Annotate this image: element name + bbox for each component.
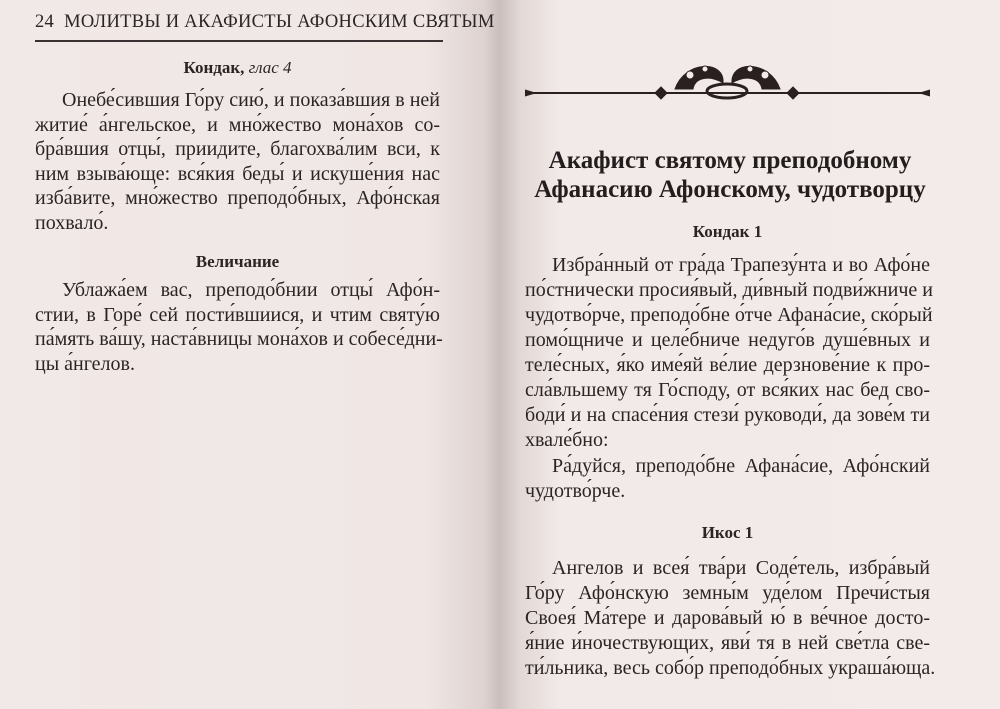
text-line: изба́вите, мно́жество преподо́бных, Афо́нская — [35, 187, 440, 210]
kondak-heading-label: Кондак, — [183, 58, 245, 77]
text-line: па́мять ва́шу, наста́вницы мона́хов и собесе́дни- — [35, 328, 443, 351]
text-line: Своея́ Ма́тере и дарова́вый ю́ в ве́чное досто- — [525, 607, 930, 629]
text-line: боди́ и на спасе́ния стези́ руководи́, да зове́м ти — [525, 404, 930, 426]
text-line: хвале́бно: — [525, 429, 609, 451]
velichanie-heading: Величание — [195, 252, 280, 271]
ikos-1-heading: Икос 1 — [701, 523, 754, 542]
text-line: Онебе́сившия Го́ру сию́, и показа́вшия в ней — [62, 89, 440, 111]
text-line: чудотво́рче. — [525, 480, 626, 502]
kondak-1-heading: Кондак 1 — [692, 222, 763, 241]
text-line: Ублажа́ем вас, преподо́бнии отцы́ Афо́н- — [62, 279, 440, 301]
text-line: стии, в Горе́ сей пости́вшиися, и чтим святу́ю — [35, 303, 440, 326]
text-line: помо́щниче и целе́бниче недуго́в душе́вных и — [525, 329, 930, 351]
kondak-heading — [35, 58, 440, 78]
text-line: теле́сных, я́ко име́яй ве́лие дерзнове́ние к про- — [525, 354, 930, 376]
text-line: Избра́нный от гра́да Трапезу́нта и во Афо́не — [552, 254, 930, 276]
running-header-title: МОЛИТВЫ И АКАФИСТЫ АФОНСКИМ СВЯТЫМ — [64, 12, 495, 32]
text-line: по́стнически просия́вый, ди́вный подви́жниче и — [525, 279, 933, 301]
text-line: Го́ру Афо́нскую земны́м уде́лом Пречи́стыя — [525, 582, 930, 604]
text-line: житие́ а́нгельское, и мно́жество мона́хов со- — [35, 113, 440, 136]
text-line: ним взыва́юще: вся́кия беды́ и искуше́ния нас — [35, 162, 440, 185]
text-line: Ангелов и всея́ тва́ри Соде́тель, избра́вый — [552, 557, 930, 579]
floral-headpiece-ornament-icon — [525, 55, 930, 105]
text-line: цы а́нгелов. — [35, 352, 135, 375]
text-line: чудотво́рче, преподо́бне о́тче Афана́сие, ско́рый — [525, 304, 933, 326]
text-line: Ра́дуйся, преподо́бне Афана́сие, Афо́нский — [552, 455, 930, 477]
kondak-tone: глас 4 — [248, 58, 292, 77]
header-rule — [35, 40, 443, 42]
text-line: я́ние и́ночествующих, яви́ тя в ней све́тла све- — [525, 632, 930, 654]
text-line: бра́вшия отцы́, приидите, благохва́лим вси, к — [35, 138, 440, 161]
running-header — [35, 12, 495, 33]
right-page — [500, 0, 1000, 709]
text-line: похвало́. — [35, 212, 109, 234]
page-number: 24 — [35, 12, 55, 32]
akathist-title-line-2: Афанасию Афонскому, чудотворцу — [534, 176, 926, 203]
akathist-title-line-1: Акафист святому преподобному — [548, 147, 912, 174]
text-line: сла́вльшему тя Го́споду, от вся́ких нас бед сво- — [525, 379, 930, 401]
text-line: ти́льника, весь собо́р преподо́бных украша́юща. — [525, 657, 936, 679]
